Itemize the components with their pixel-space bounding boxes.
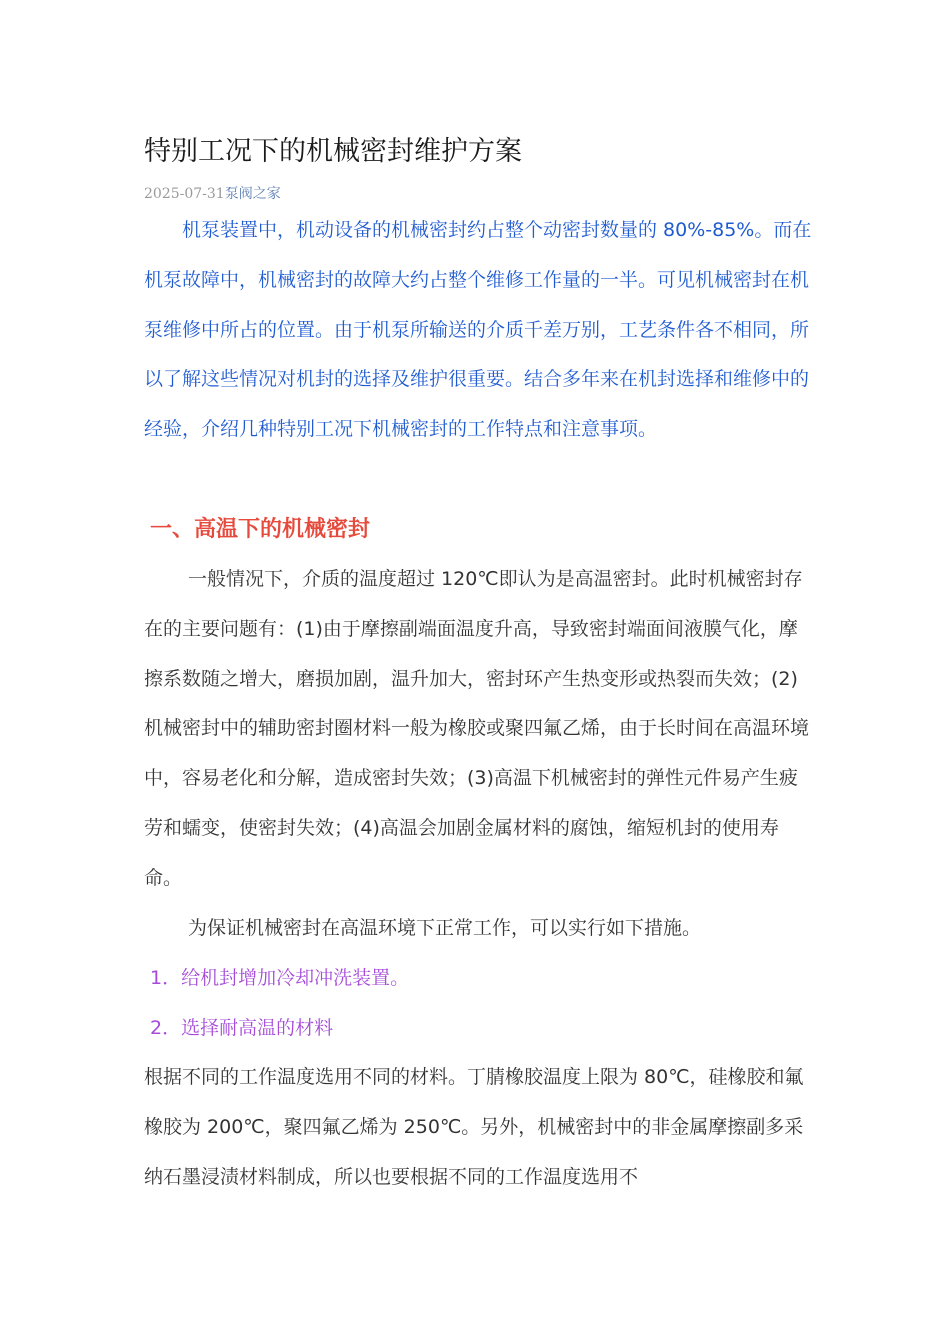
body-paragraph-1	[144, 555, 814, 904]
paragraph-text: 一般情况下，介质的温度超过 120℃即认为是高温密封。此时机械密封存在的主要问题有：(1)由于摩擦副端面温度升高，导致密封端面间液膜气化，摩擦系数随之增大，磨损加剧，温升加大，密封环产生热变形或热裂而失效；(2)机械密封中的辅助密封圈材料一般为橡胶或聚四氟乙烯，由于长时间在高温环境中，容易老化和分解，造成密封失效；(3)高温下机械密封的弹性元件易产生疲劳和蠕变，使密封失效；(4)高温会加剧金属材料的腐蚀，缩短机封的使用寿命。	[144, 568, 810, 889]
intro-text: 机泵装置中，机动设备的机械密封约占整个动密封数量的 80%-85%。而在机泵故障中，机械密封的故障大约占整个维修工作量的一半。可见机械密封在机泵维修中所占的位置。由于机泵所输送的介质千差万别，工艺条件各不相同，所以了解这些情况对机封的选择及维护很重要。结合多年来在机封选择和维修中的经验，介绍几种特别工况下机械密封的工作特点和注意事项。	[144, 219, 812, 441]
publish-date: 2025-07-31	[144, 186, 225, 202]
subheading-1: 1．给机封增加冷却冲洗装置。	[150, 967, 410, 989]
subheading-2: 2．选择耐高温的材料	[150, 1017, 334, 1039]
intro-paragraph	[144, 206, 814, 455]
article-meta	[144, 183, 281, 205]
body-paragraph-3	[144, 1053, 814, 1202]
paragraph-text: 根据不同的工作温度选用不同的材料。丁腈橡胶温度上限为 80℃，硅橡胶和氟橡胶为 200℃，聚四氟乙烯为 250℃。另外，机械密封中的非金属摩擦副多采纳石墨浸渍材料制成，所以也要根据不同的工作温度选用不	[144, 1066, 804, 1188]
paragraph-text: 为保证机械密封在高温环境下正常工作，可以实行如下措施。	[188, 917, 702, 939]
article-title: 特别工况下的机械密封维护方案	[144, 136, 522, 167]
section-heading: 一、高温下的机械密封	[150, 517, 371, 542]
body-paragraph-2	[144, 904, 814, 954]
source-link[interactable]: 泵阀之家	[224, 186, 281, 202]
